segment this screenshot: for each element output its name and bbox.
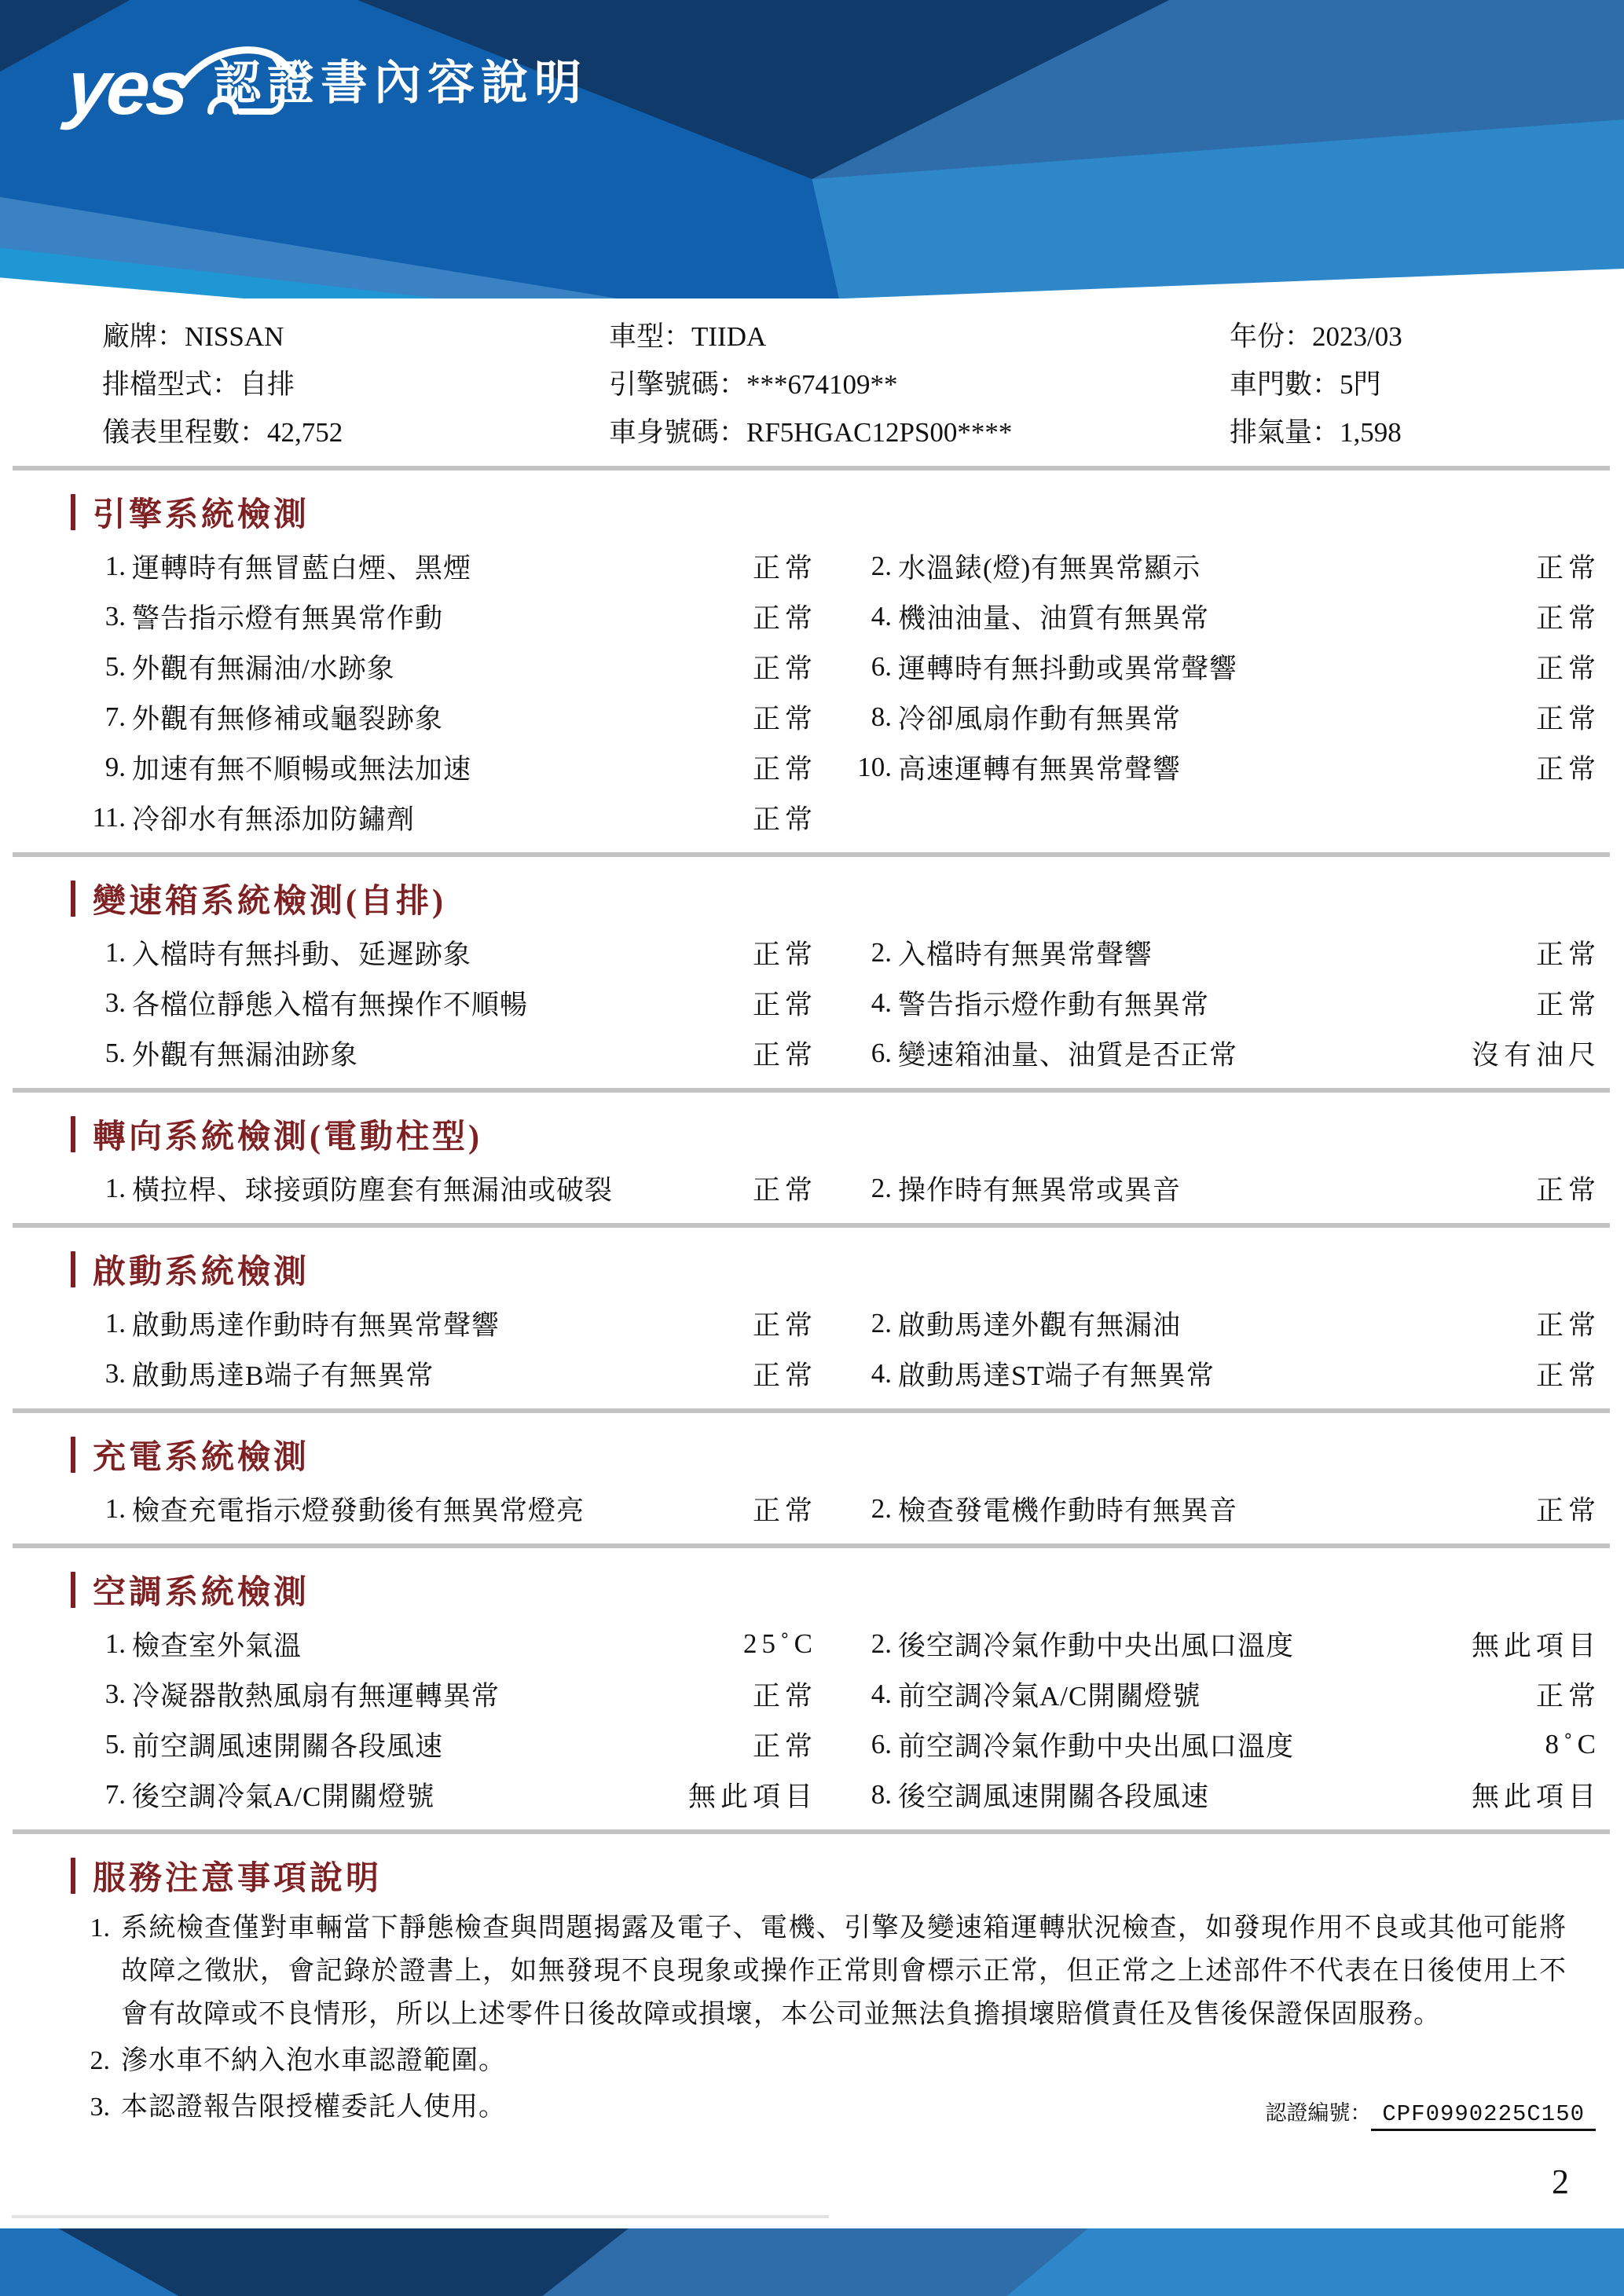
item-label: 入檔時有無異常聲響	[898, 939, 1153, 970]
inspection-item	[71, 1770, 817, 1820]
item-number: 3.	[104, 601, 126, 632]
item-label: 啟動馬達外觀有無漏油	[898, 1310, 1182, 1341]
item-result: 正常	[1535, 654, 1600, 684]
inspection-item	[71, 1163, 817, 1214]
yes-logo-text: yes	[63, 44, 192, 130]
item-label: 橫拉桿、球接頭防塵套有無漏油或破裂	[132, 1175, 614, 1206]
item-label: 變速箱油量、油質是否正常	[898, 1040, 1238, 1071]
inspection-sections	[0, 493, 1624, 1834]
note-number: 3.	[90, 2093, 110, 2122]
item-number: 1.	[104, 551, 126, 581]
page-number: 2	[1552, 2162, 1569, 2201]
inspection-item	[71, 742, 817, 793]
item-number: 2.	[871, 551, 892, 581]
item-result: 正常	[752, 704, 817, 734]
item-label: 警告指示燈作動有無異常	[898, 990, 1210, 1020]
section-heading	[71, 1115, 1600, 1154]
inspection-item	[837, 978, 1600, 1028]
item-label: 啟動馬達作動時有無異常聲響	[132, 1310, 500, 1341]
heading-bar	[71, 1437, 75, 1473]
inspection-item	[837, 1163, 1600, 1214]
item-number: 5.	[104, 651, 126, 682]
item-label: 前空調冷氣A/C開關燈號	[898, 1681, 1201, 1712]
item-result: 無此項目	[1471, 1631, 1600, 1661]
item-label: 運轉時有無冒藍白煙、黑煙	[132, 553, 472, 584]
inspection-item	[837, 541, 1600, 591]
inspection-item	[71, 541, 817, 591]
inspection-item	[71, 978, 817, 1028]
vehicle-info-cell: 車身號碼：RF5HGAC12PS00****	[609, 417, 1013, 448]
item-number: 8.	[871, 701, 892, 732]
section-heading	[71, 493, 1600, 532]
item-label: 前空調風速開關各段風速	[132, 1731, 444, 1762]
item-result: 正常	[752, 990, 817, 1020]
section-title: 轉向系統檢測(電動柱型)	[93, 1119, 482, 1155]
item-result: 正常	[1535, 603, 1600, 634]
item-label: 外觀有無漏油/水跡象	[132, 654, 395, 684]
inspection-item	[837, 1349, 1600, 1399]
inspection-item	[71, 642, 817, 692]
item-number: 4.	[871, 1358, 892, 1389]
item-result: 無此項目	[1471, 1782, 1600, 1812]
section-divider	[13, 466, 1610, 471]
section-items	[71, 1484, 1600, 1534]
item-result: 25˚C	[743, 1628, 817, 1659]
section-heading	[71, 1250, 1600, 1289]
item-label: 警告指示燈有無異常作動	[132, 603, 444, 634]
item-result: 正常	[1535, 1175, 1600, 1206]
inspection-item	[71, 1719, 817, 1770]
section-title: 變速箱系統檢測(自排)	[93, 884, 446, 920]
item-result: 無此項目	[687, 1782, 817, 1812]
section-title: 啟動系統檢測	[93, 1254, 310, 1291]
item-result: 正常	[1535, 1360, 1600, 1391]
section-items	[71, 928, 1600, 1078]
item-label: 啟動馬達ST端子有無異常	[898, 1360, 1215, 1391]
inspection-item	[837, 1719, 1600, 1770]
item-result: 正常	[752, 1731, 817, 1762]
note-item	[71, 1906, 1600, 2036]
item-result: 正常	[752, 654, 817, 684]
notes-title: 服務注意事項說明	[93, 1861, 383, 1897]
item-number: 2.	[871, 1173, 892, 1203]
item-number: 2.	[871, 1308, 892, 1338]
certificate-number-value: CPF0990225C150	[1371, 2101, 1596, 2131]
item-result: 8˚C	[1545, 1729, 1600, 1760]
item-number: 1.	[104, 1308, 126, 1338]
item-label: 機油油量、油質有無異常	[898, 603, 1210, 634]
heading-bar	[71, 1572, 75, 1608]
inspection-item	[71, 1484, 817, 1534]
note-text: 滲水車不納入泡水車認證範圍。	[121, 2046, 506, 2075]
inspection-item	[71, 692, 817, 742]
note-text: 系統檢查僅對車輛當下靜態檢查與問題揭露及電子、電機、引擎及變速箱運轉狀況檢查，如發現作用不良或其他可能將故障之徵狀，會記錄於證書上，如無發現不良現象或操作正常則會標示正常，但正常之上述部件不代表在日後使用上不會有故障或不良情形，所以上述零件日後故障或損壞，本公司並無法負擔損壞賠償責任及售後保證保固服務。	[121, 1913, 1567, 2029]
inspection-item	[837, 1770, 1600, 1820]
item-number: 1.	[104, 1628, 126, 1659]
section-heading	[71, 1570, 1600, 1609]
vehicle-info-cell: 排檔型式：自排	[102, 369, 295, 400]
item-result: 正常	[1535, 990, 1600, 1020]
item-number: 2.	[871, 1628, 892, 1659]
heading-bar	[71, 494, 75, 530]
item-label: 後空調冷氣A/C開關燈號	[132, 1782, 435, 1812]
item-number: 4.	[871, 987, 892, 1018]
inspection-item	[71, 1298, 817, 1349]
item-number: 4.	[871, 601, 892, 632]
inspection-item	[71, 1028, 817, 1078]
item-label: 後空調冷氣作動中央出風口溫度	[898, 1631, 1295, 1661]
section-divider	[13, 1829, 1610, 1834]
section-items	[71, 1619, 1600, 1820]
item-number: 5.	[104, 1729, 126, 1760]
item-label: 檢查充電指示燈發動後有無異常燈亮	[132, 1496, 585, 1526]
item-number: 11.	[92, 802, 126, 833]
heading-bar	[71, 1116, 75, 1152]
item-number: 8.	[871, 1779, 892, 1810]
inspection-item	[837, 742, 1600, 793]
inspection-item	[71, 793, 817, 843]
vehicle-info-table	[71, 313, 1600, 456]
section-title: 引擎系統檢測	[93, 497, 310, 533]
section-title: 充電系統檢測	[93, 1440, 310, 1476]
inspection-item	[837, 1669, 1600, 1719]
page-title: 認證書內容說明	[214, 57, 588, 109]
item-result: 正常	[1535, 553, 1600, 584]
item-label: 啟動馬達B端子有無異常	[132, 1360, 434, 1391]
item-result: 正常	[752, 1040, 817, 1071]
section-title: 空調系統檢測	[93, 1575, 310, 1611]
note-number: 1.	[90, 1913, 110, 1943]
item-result: 正常	[752, 553, 817, 584]
inspection-item	[837, 1298, 1600, 1349]
inspection-item	[71, 591, 817, 642]
item-label: 前空調冷氣作動中央出風口溫度	[898, 1731, 1295, 1762]
vehicle-info-cell: 排氣量：1,598	[1230, 417, 1402, 448]
item-result: 正常	[1535, 1496, 1600, 1526]
item-result: 正常	[1535, 754, 1600, 785]
item-label: 高速運轉有無異常聲響	[898, 754, 1182, 785]
item-result: 正常	[752, 1310, 817, 1341]
item-number: 6.	[871, 1038, 892, 1068]
item-number: 3.	[104, 1679, 126, 1709]
item-label: 冷卻水有無添加防鏽劑	[132, 804, 416, 835]
section-divider	[13, 1223, 1610, 1228]
vehicle-info-cell: 引擎號碼：***674109**	[609, 369, 898, 400]
item-label: 後空調風速開關各段風速	[898, 1782, 1210, 1812]
note-text: 本認證報告限授權委託人使用。	[121, 2093, 506, 2122]
item-label: 水溫錶(燈)有無異常顯示	[898, 553, 1201, 584]
heading-bar	[71, 881, 75, 917]
inspection-item	[837, 642, 1600, 692]
item-label: 運轉時有無抖動或異常聲響	[898, 654, 1238, 684]
inspection-item	[71, 1619, 817, 1669]
item-label: 外觀有無修補或龜裂跡象	[132, 704, 444, 734]
section-divider	[13, 852, 1610, 857]
item-result: 正常	[752, 939, 817, 970]
inspection-item	[71, 1349, 817, 1399]
item-number: 1.	[104, 1493, 126, 1524]
section-items	[71, 1163, 1600, 1214]
item-label: 冷卻風扇作動有無異常	[898, 704, 1182, 734]
certificate-number-label: 認證編號：	[1265, 2101, 1372, 2125]
item-label: 各檔位靜態入檔有無操作不順暢	[132, 990, 529, 1020]
item-number: 9.	[104, 752, 126, 782]
section-heading	[71, 1435, 1600, 1474]
vehicle-info-cell: 儀表里程數：42,752	[102, 417, 343, 448]
item-result: 正常	[752, 1360, 817, 1391]
item-result: 正常	[1535, 939, 1600, 970]
item-number: 1.	[104, 1173, 126, 1203]
item-number: 2.	[871, 937, 892, 968]
note-number: 2.	[90, 2046, 110, 2075]
item-label: 入檔時有無抖動、延遲跡象	[132, 939, 472, 970]
note-item	[71, 2039, 1600, 2082]
item-result: 正常	[1535, 1681, 1600, 1712]
item-result: 正常	[752, 603, 817, 634]
item-result: 正常	[752, 1175, 817, 1206]
section-items	[71, 1298, 1600, 1399]
header-banner	[0, 0, 1624, 298]
item-label: 檢查發電機作動時有無異音	[898, 1496, 1238, 1526]
inspection-item	[837, 1028, 1600, 1078]
item-result: 正常	[752, 754, 817, 785]
item-result: 沒有油尺	[1471, 1040, 1600, 1071]
heading-bar	[71, 1251, 75, 1287]
section-divider	[13, 1543, 1610, 1548]
inspection-item	[837, 928, 1600, 978]
item-label: 加速有無不順暢或無法加速	[132, 754, 472, 785]
item-number: 1.	[104, 937, 126, 968]
vehicle-info-cell: 廠牌：NISSAN	[102, 321, 284, 352]
footer-banner	[0, 2228, 1624, 2296]
item-number: 7.	[104, 701, 126, 732]
item-result: 正常	[752, 1681, 817, 1712]
inspection-item	[837, 1619, 1600, 1669]
item-result: 正常	[1535, 1310, 1600, 1341]
certificate-number	[1265, 2096, 1596, 2127]
item-number: 4.	[871, 1679, 892, 1709]
section-heading	[71, 879, 1600, 918]
section-items	[71, 541, 1600, 843]
vehicle-info-cell: 車型：TIIDA	[609, 321, 767, 352]
item-number: 6.	[871, 1729, 892, 1760]
item-number: 5.	[104, 1038, 126, 1068]
item-number: 2.	[871, 1493, 892, 1524]
item-number: 10.	[857, 752, 892, 782]
item-number: 3.	[104, 987, 126, 1018]
service-notes	[71, 1906, 1600, 2129]
heading-bar	[71, 1858, 75, 1894]
item-label: 操作時有無異常或異音	[898, 1175, 1182, 1206]
inspection-item	[71, 1669, 817, 1719]
item-result: 正常	[752, 1496, 817, 1526]
item-label: 檢查室外氣溫	[132, 1631, 302, 1661]
inspection-item	[837, 1484, 1600, 1534]
item-number: 6.	[871, 651, 892, 682]
item-number: 7.	[104, 1779, 126, 1810]
item-label: 外觀有無漏油跡象	[132, 1040, 359, 1071]
inspection-item	[837, 692, 1600, 742]
item-label: 冷凝器散熱風扇有無運轉異常	[132, 1681, 500, 1712]
footer-divider	[12, 2215, 829, 2218]
vehicle-info-cell: 年份：2023/03	[1230, 321, 1402, 352]
notes-heading	[71, 1856, 1600, 1895]
section-divider	[13, 1088, 1610, 1093]
section-divider	[13, 1408, 1610, 1413]
inspection-item	[71, 928, 817, 978]
item-result: 正常	[752, 804, 817, 835]
item-result: 正常	[1535, 704, 1600, 734]
item-number: 3.	[104, 1358, 126, 1389]
vehicle-info-cell: 車門數：5門	[1230, 369, 1381, 400]
inspection-item	[837, 591, 1600, 642]
